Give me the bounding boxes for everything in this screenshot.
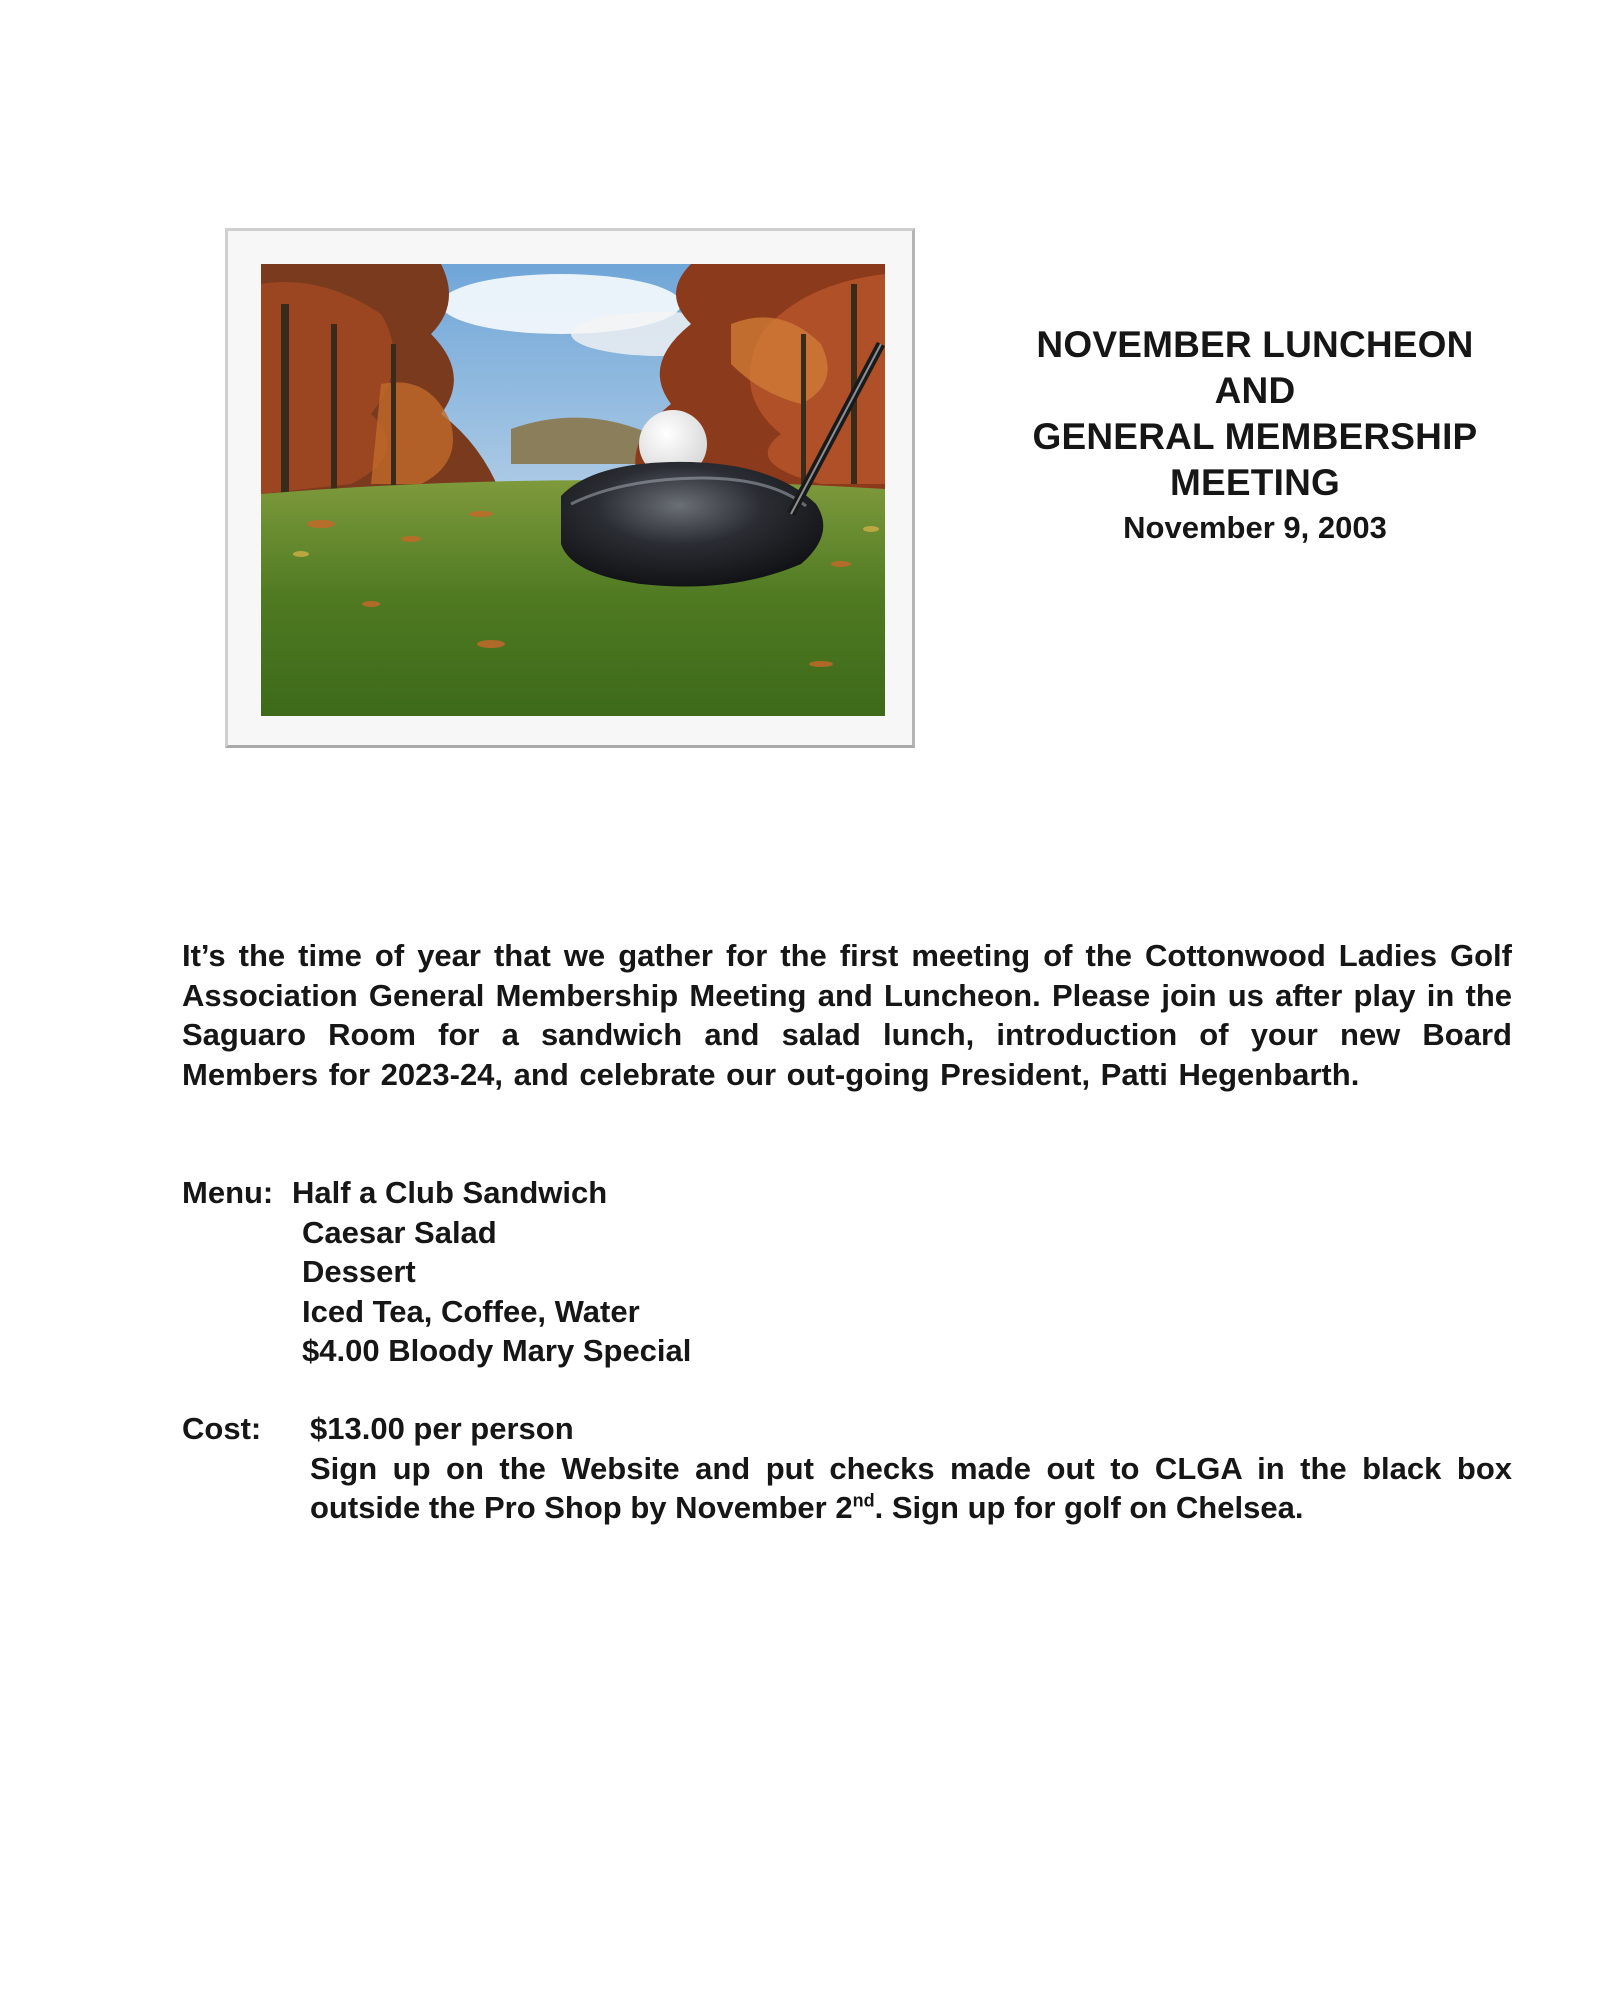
menu-item: Caesar Salad <box>302 1214 497 1250</box>
title-block <box>990 322 1520 550</box>
golf-photo-illustration <box>261 264 885 716</box>
signup-instructions <box>310 1449 1512 1528</box>
ordinal-suffix: nd <box>852 1490 875 1511</box>
invitation-paragraph: It’s the time of year that we gather for the first meeting of the Cottonwood Ladies Golf Association General Membership Meeting and Luncheon. Please join us after play in the Saguaro Room for a sandwich and salad lunch, introduction of your new Board Members for 2023-24, and celebrate our out-going President, Patti Hegenbarth. <box>182 938 1512 1092</box>
signup-text-part2: . Sign up for golf on Chelsea. <box>874 1490 1304 1525</box>
event-date: November 9, 2003 <box>1123 510 1387 545</box>
signup-text-part1: Sign up on the Website and put checks made out to CLGA in the black box outside the Pro Shop by November 2 <box>310 1450 1512 1525</box>
golf-photo <box>261 264 885 716</box>
menu-item: Half a Club Sandwich <box>292 1175 608 1210</box>
photo-frame <box>225 228 915 748</box>
menu-item: $4.00 Bloody Mary Special <box>302 1333 692 1368</box>
cost-price: $13.00 per person <box>310 1411 574 1446</box>
menu-item: Dessert <box>302 1254 416 1289</box>
cost-label: Cost: <box>182 1411 262 1446</box>
title-line-1: NOVEMBER LUNCHEON <box>1036 324 1474 365</box>
menu-label: Menu: <box>182 1175 274 1210</box>
title-line-4: MEETING <box>1170 462 1340 503</box>
title-line-2: AND <box>1214 370 1296 411</box>
title-line-3: GENERAL MEMBERSHIP <box>1032 416 1478 457</box>
menu-item: Iced Tea, Coffee, Water <box>302 1293 640 1329</box>
menu-section <box>182 1173 1082 1371</box>
